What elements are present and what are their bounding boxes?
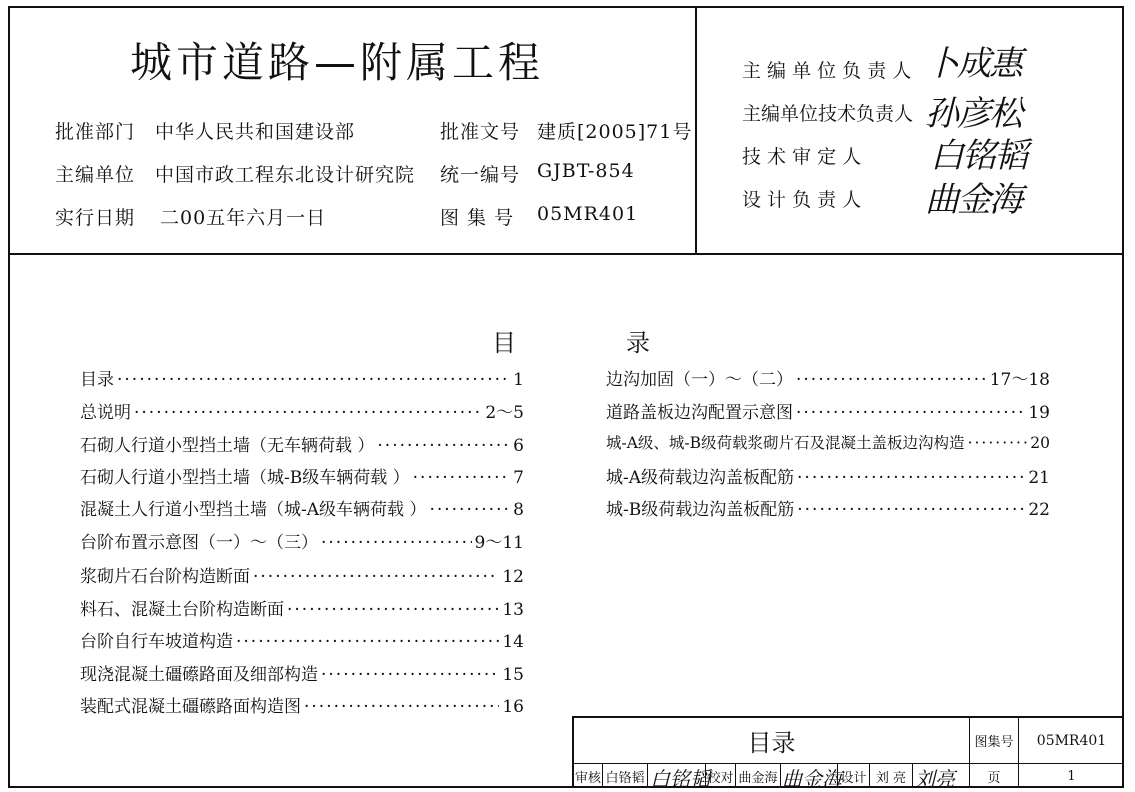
toc-entry-page: 19: [1028, 403, 1050, 423]
toc-entry[interactable]: [80, 431, 524, 456]
toc-entry-title: 城-B级荷载边沟盖板配筋: [606, 500, 795, 520]
toc-entry-page: 15: [502, 665, 524, 685]
designer-signature: 刘亮: [915, 767, 955, 791]
toc-entry-page: 20: [1030, 434, 1050, 452]
toc-dot-leader: [321, 533, 472, 553]
toc-entry-title: 混凝土人行道小型挡土墙（城-A级车辆荷载 ）: [80, 500, 427, 520]
toc-entry-title: 道路盖板边沟配置示意图: [606, 403, 793, 423]
toc-entry[interactable]: [80, 528, 524, 553]
toc-entry[interactable]: [606, 365, 1050, 390]
toc-entry-title: 装配式混凝土礓礤路面构造图: [80, 697, 301, 717]
toc-dot-leader: [429, 500, 510, 520]
toc-entry[interactable]: [80, 495, 524, 520]
toc-entry-page: 13: [502, 600, 524, 620]
toc-dot-leader: [796, 370, 987, 390]
meta-label-effective-date: 实行日期: [55, 207, 136, 229]
toc-dot-leader: [304, 697, 499, 717]
toc-entry-title: 现浇混凝土礓礤路面及细部构造: [80, 665, 318, 685]
toc-dot-leader: [321, 665, 499, 685]
toc-entry-title: 总说明: [80, 403, 131, 423]
meta-value-chief-unit: 中国市政工程东北设计研究院: [155, 164, 416, 186]
toc-dot-leader: [797, 468, 1025, 488]
signature-technical-reviewer: 白铭韬: [930, 136, 1026, 176]
toc-entry-title: 石砌人行道小型挡土墙（城-B级车辆荷载 ）: [80, 468, 410, 488]
checker-name: 曲金海: [738, 770, 778, 786]
meta-value-atlas-no: 05MR401: [537, 203, 639, 225]
design-label: 设计: [840, 770, 867, 786]
title-block-cell-line: [912, 764, 913, 788]
toc-dot-leader: [968, 434, 1028, 452]
toc-entry-title: 台阶自行车坡道构造: [80, 632, 233, 652]
meta-value-approval-no: 建质[2005]71号: [537, 121, 693, 143]
meta-value-approval-dept: 中华人民共和国建设部: [155, 121, 356, 143]
page-label: 页: [987, 770, 1001, 786]
reviewer-signature: 白铭韬: [650, 767, 710, 791]
signature-technical-head: 孙彦松: [925, 94, 1021, 134]
toc-heading-left: 目: [492, 329, 516, 357]
toc-entry-title: 目录: [80, 370, 114, 390]
title-block-cell-line: [647, 764, 648, 788]
toc-entry-page: 17～18: [989, 370, 1050, 390]
meta-label-chief-unit: 主编单位: [55, 164, 136, 186]
toc-entry[interactable]: [80, 562, 524, 587]
toc-dot-leader: [253, 567, 499, 587]
atlas-no-label: 图集号: [974, 735, 1014, 750]
toc-entry-title: 石砌人行道小型挡土墙（无车辆荷载 ）: [80, 436, 375, 456]
toc-dot-leader: [117, 370, 510, 390]
toc-entry-page: 14: [502, 632, 524, 652]
toc-entry-page: 1: [513, 370, 524, 390]
resp-label-technical-reviewer: 技 术 审 定 人: [742, 146, 862, 168]
toc-entry[interactable]: [80, 692, 524, 717]
atlas-title: 城市道路—附属工程: [130, 38, 545, 87]
toc-entry-page: 8: [513, 500, 524, 520]
header-column-divider: [695, 6, 697, 254]
resp-label-technical-head: 主编单位技术负责人: [742, 103, 914, 125]
resp-label-design-head: 设 计 负 责 人: [742, 189, 862, 211]
toc-entry-page: 16: [502, 697, 524, 717]
toc-dot-leader: [797, 500, 1025, 520]
toc-entry[interactable]: [80, 660, 524, 685]
toc-entry-title: 浆砌片石台阶构造断面: [80, 567, 250, 587]
toc-entry[interactable]: [606, 431, 1050, 453]
toc-entry-title: 料石、混凝土台阶构造断面: [80, 600, 284, 620]
toc-entry[interactable]: [80, 463, 524, 488]
toc-entry[interactable]: [80, 365, 524, 390]
signature-chief-unit-head: 卜成惠: [925, 44, 1021, 84]
meta-label-approval-dept: 批准部门: [55, 121, 136, 143]
meta-label-approval-no: 批准文号: [440, 121, 521, 143]
toc-dot-leader: [287, 600, 499, 620]
toc-entry-title: 城-A级荷载边沟盖板配筋: [606, 468, 795, 488]
toc-entry-title: 台阶布置示意图（一）～（三）: [80, 533, 318, 553]
checker-signature: 曲金海: [782, 767, 842, 791]
reviewer-name: 白铬韬: [605, 770, 645, 786]
drawing-name: 目录: [747, 729, 796, 757]
toc-entry[interactable]: [606, 463, 1050, 488]
toc-dot-leader: [377, 436, 510, 456]
toc-entry-page: 22: [1028, 500, 1050, 520]
toc-heading-right: 录: [626, 329, 650, 357]
toc-entry-page: 9～11: [474, 533, 524, 553]
designer-name: 刘 亮: [875, 770, 907, 786]
title-block: [572, 716, 1124, 791]
meta-value-effective-date: 二00五年六月一日: [160, 207, 327, 229]
review-label: 审核: [574, 770, 601, 786]
check-label: 校对: [707, 770, 734, 786]
toc-entry-page: 2～5: [485, 403, 524, 423]
toc-entry-page: 6: [513, 436, 524, 456]
toc-entry-title: 城-A级、城-B级荷载浆砌片石及混凝土盖板边沟构造: [606, 434, 965, 452]
toc-entry[interactable]: [80, 595, 524, 620]
meta-value-unified-no: GJBT-854: [537, 160, 635, 182]
page-value: 1: [1067, 768, 1076, 784]
toc-entry-page: 21: [1028, 468, 1050, 488]
toc-entry[interactable]: [606, 398, 1050, 423]
atlas-no-value: 05MR401: [1036, 732, 1107, 749]
toc-entry[interactable]: [80, 627, 524, 652]
signature-design-head: 曲金海: [925, 180, 1021, 220]
meta-label-unified-no: 统一编号: [440, 164, 521, 186]
title-block-cell-line: [780, 764, 781, 788]
toc-dot-leader: [413, 468, 511, 488]
resp-label-chief-unit-head: 主 编 单 位 负 责 人: [742, 60, 912, 82]
toc-dot-leader: [796, 403, 1025, 423]
toc-entry[interactable]: [80, 398, 524, 423]
toc-entry-title: 边沟加固（一）～（二）: [606, 370, 793, 390]
toc-entry-page: 12: [502, 567, 524, 587]
toc-entry[interactable]: [606, 495, 1050, 520]
meta-label-atlas-no: 图 集 号: [440, 207, 515, 229]
toc-entry-page: 7: [513, 468, 524, 488]
header-divider: [8, 253, 1124, 255]
toc-dot-leader: [236, 632, 499, 652]
toc-dot-leader: [134, 403, 482, 423]
